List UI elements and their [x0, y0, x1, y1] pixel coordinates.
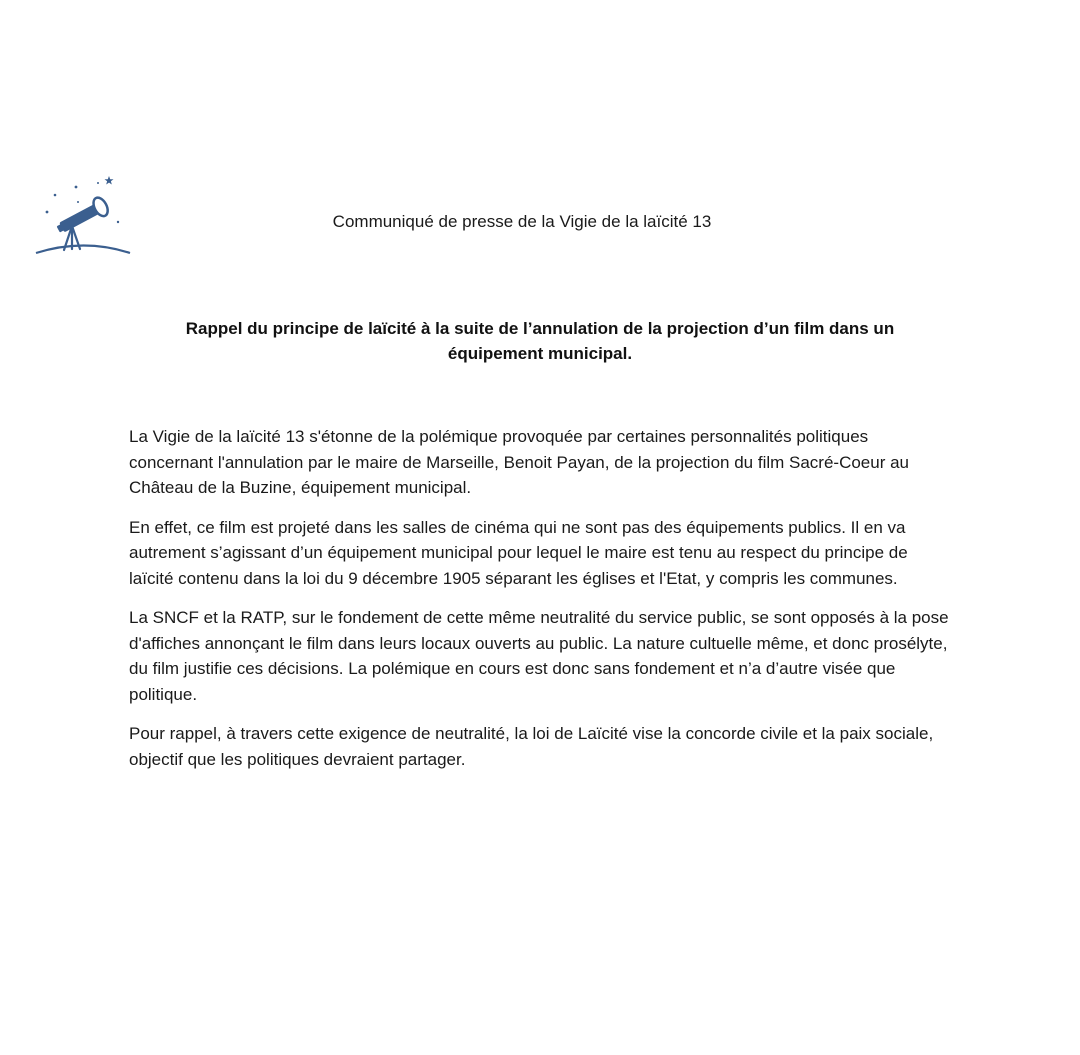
body-text	[129, 424, 954, 786]
paragraph-4: Pour rappel, à travers cette exigence de neutralité, la loi de Laïcité vise la concorde civile et la paix sociale, objectif que les politiques devraient partager.	[129, 724, 934, 769]
headline-line-1: Rappel du principe de laïcité à la suite de l’annulation de la projection d’un film dans un	[185, 319, 895, 338]
paragraph-1: La Vigie de la laïcité 13 s'étonne de la polémique provoquée par certaines personnalités politiques concernant l'annulation par le maire de Marseille, Benoit Payan, de la projection du film Sacré-Coeur au Château de la Buzine, équipement municipal.	[129, 427, 910, 497]
paragraph-2: En effet, ce film est projeté dans les salles de cinéma qui ne sont pas des équipements publics. Il en va autrement s’agissant d’un équipement municipal pour lequel le maire est tenu au respect du principe de laïcité contenu dans la loi du 9 décembre 1905 séparant les églises et l'Etat, y compris les communes.	[129, 517, 908, 588]
press-release-title: Communiqué de presse de la Vigie de la laïcité 13	[332, 212, 712, 231]
paragraph-3: La SNCF et la RATP, sur le fondement de cette même neutralité du service public, se sont opposés à la pose d'affiches annonçant le film dans leurs locaux ouverts au public. La nature cultuelle même, et donc prosélyte, du film justifie ces décisions. La polémique en cours est donc sans fondement et n’a d’autre visée que politique.	[129, 608, 949, 704]
telescope-icon	[34, 174, 134, 258]
headline-line-2: équipement municipal.	[447, 344, 633, 363]
headline	[150, 316, 930, 366]
